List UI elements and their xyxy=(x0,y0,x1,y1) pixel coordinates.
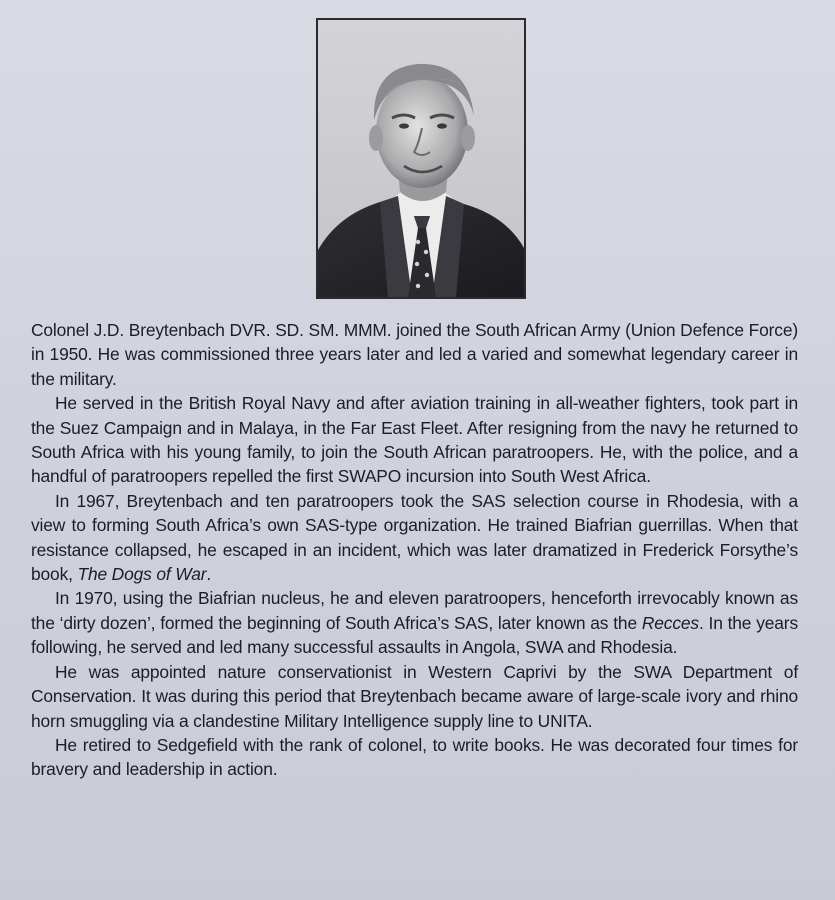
bio-paragraph-3-text: In 1967, Breytenbach and ten paratroopers took the SAS selection course in Rhodesia, with a view to forming South Africa’s own SAS-type organization. He trained Biafrian guerrillas. When that resistance collapsed, he escaped in an incident, which was later dramatized in Frederick Forsythe’s book, xyxy=(31,490,798,585)
bio-paragraph-3 xyxy=(31,489,798,587)
bio-paragraph-3-end: . xyxy=(206,564,212,585)
book-title-dogs-of-war: The Dogs of War xyxy=(77,564,207,585)
bio-paragraph-2: He served in the British Royal Navy and after aviation training in all-weather fighters, took part in the Suez Campaign and in Malaya, in the Far East Fleet. After resigning from the navy he returned to South Africa with his young family, to join the South African paratroopers. He, with the police, and a handful of paratroopers repelled the first SWAPO incursion into South West Africa. xyxy=(31,393,798,487)
bio-paragraph-4-end: . In the years following, he served and led many successful assaults in Angola, SWA and Rhodesia. xyxy=(31,612,798,658)
bio-paragraph-4 xyxy=(31,586,798,659)
bio-paragraph-6: He retired to Sedgefield with the rank of colonel, to write books. He was decorated four times for bravery and leadership in action. xyxy=(31,734,798,780)
bio-paragraph-4-text: In 1970, using the Biafrian nucleus, he and eleven paratroopers, henceforth irrevocably known as the ‘dirty dozen’, formed the beginning of South Africa’s SAS, later known as the xyxy=(31,588,798,633)
author-portrait-image xyxy=(318,20,524,297)
bio-paragraph-1: Colonel J.D. Breytenbach DVR. SD. SM. MMM. joined the South African Army (Union Defence Force) in 1950. He was commissioned three years later and led a varied and somewhat legendary career in the military. xyxy=(31,320,798,389)
biography-text xyxy=(31,318,798,782)
author-portrait xyxy=(316,18,526,299)
recces-term: Recces xyxy=(641,612,699,633)
bio-paragraph-5: He was appointed nature conservationist in Western Caprivi by the SWA Department of Conservation. It was during this period that Breytenbach became aware of large-scale ivory and rhino horn smuggling via a clandestine Military Intelligence supply line to UNITA. xyxy=(31,661,798,731)
